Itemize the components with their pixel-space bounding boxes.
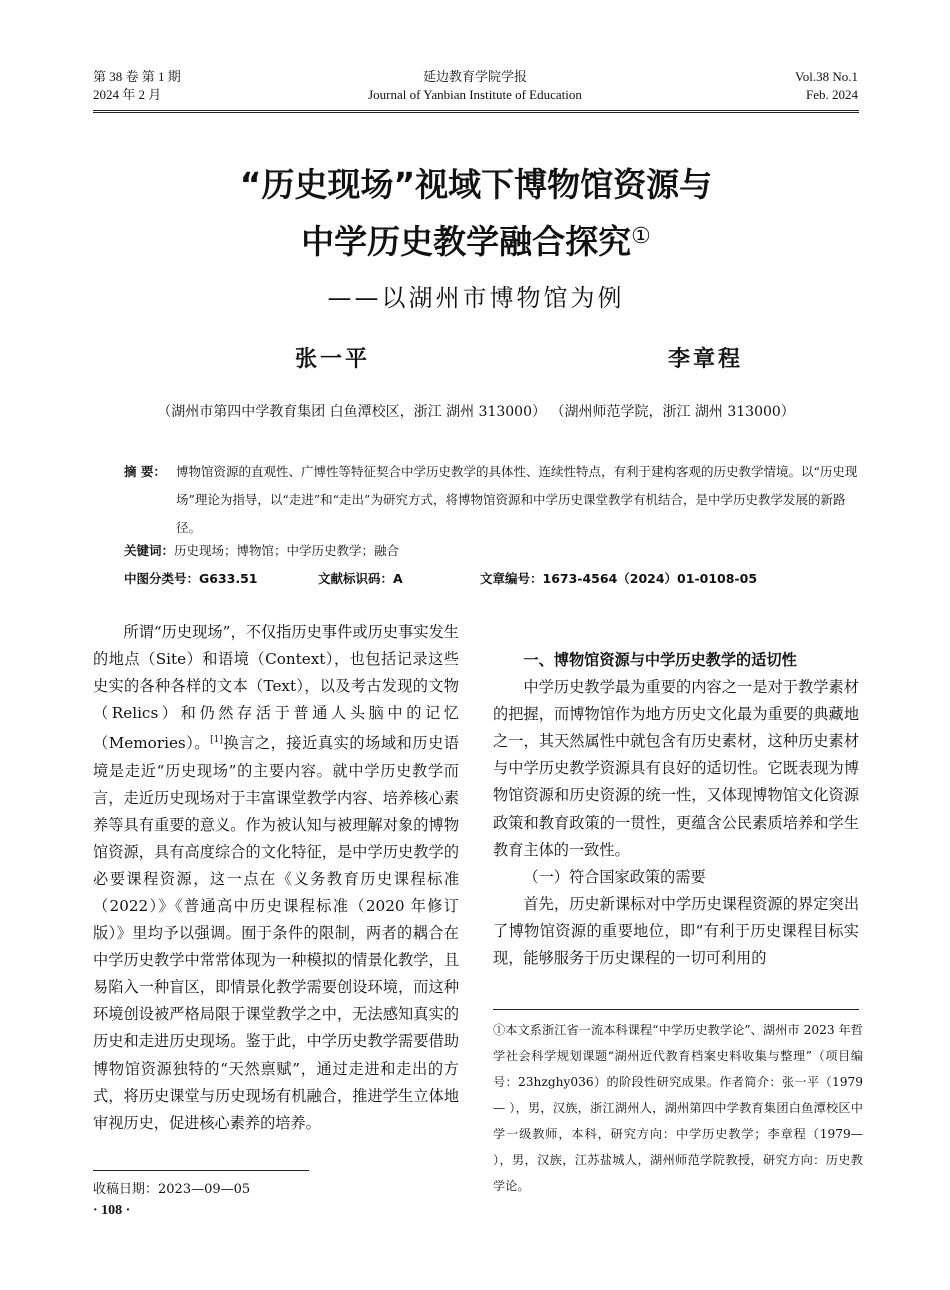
journal-volume-info [93,68,181,104]
journal-name [300,68,650,104]
keywords-text: 历史现场；博物馆；中学历史教学；融合 [174,543,400,558]
volume-issue-en: Vol.38 No.1 [795,69,858,84]
document-code: 文献标识码：A [318,571,403,586]
author-1: 张一平 [295,347,371,372]
citation-ref-1[interactable]: [1] [210,735,223,746]
keywords-label: 关键词： [124,543,175,558]
journal-name-zh: 延边教育学院学报 [422,69,527,84]
received-rule [93,1170,309,1171]
abstract-text: 博物馆资源的直观性、广博性等特征契合中学历史教学的具体性、连续性特点，有利于建构客观的历史教学情境。以“历史现场”理论为指导，以“走进”和“走出”为研究方式，将博物馆资源和中学历史课堂教学有机结合，是中学历史教学发展的新路径。 [176,464,858,535]
subsection1-paragraph: 首先，历史新课标对中学历史课程资源的界定突出了博物馆资源的重要地位，即“有利于历史课程目标实现，能够服务于历史课程的一切可利用的 [493,894,859,968]
paper-subtitle: ——以湖州市博物馆为例 [327,284,625,312]
article-number: 文章编号：1673-4564（2024）01-0108-05 [480,571,758,586]
title-footnote-mark: ① [631,224,651,249]
footnote: ①本文系浙江省一流本科课程“中学历史教学论”、湖州市 2023 年哲学社会科学规划课题“湖州近代教育档案史料收集与整理”（项目编号：23hzghy036）的阶段性研究成果。作者简介：张一平（1979— ），男，汉族，浙江湖州人，湖州第四中学教育集团白鱼潭校区中学一级教师，本科，研究方向：中学历史教学；李章程（1979— ），男，汉族，江苏盐城人，湖州师范学院教授，研究方向：历史教学论。 [493,1023,863,1193]
abstract [124,458,864,535]
paper-title-line2 [93,210,859,269]
received-date: 收稿日期：2023—09—05 [93,1182,251,1197]
abstract-label: 摘 要： [124,464,166,479]
intro-text-b: 换言之，接近真实的场域和历史语境是走近“历史现场”的主要内容。就中学历史教学而言，走近历史现场对于丰富课堂教学内容、培养核心素养等具有重要的意义。作为被认知与被理解对象的博物馆资源，具有高度综合的文化特征，是中学历史教学的必要课程资源，这一点在《义务教育历史课程标准（2022）》《普通高中历史课程标准（2020 年修订版）》里均予以强调。囿于条件的限制，两者的耦合在中学历史教学中常常体现为一种模拟的情景化教学，且易陷入一种盲区，即情景化教学需要创设环境，而这种环境创设被严格局限于课堂教学之中，无法感知真实的历史和走进历史现场。鉴于此，中学历史教学需要借助博物馆资源独特的“天然禀赋”，通过走进和走出的方式，将历史课堂与历史现场有机融合，推进学生立体地审视历史，促进核心素养的培养。 [93,734,459,1132]
body-column-right [493,647,859,972]
page-number: · 108 · [93,1203,131,1218]
paper-title-line1: “历史现场”视域下博物馆资源与 [239,165,713,204]
issue-date-en: Feb. 2024 [806,87,858,102]
paper-title-line2-text: 中学历史教学融合探究 [301,222,632,261]
subsection-heading-1: （一）符合国家政策的需要 [523,867,706,886]
journal-name-en: Journal of Yanbian Institute of Education [368,87,582,102]
intro-text-a: 所谓“历史现场”，不仅指历史事件或历史事实发生的地点（Site）和语境（Context），也包括记录这些史实的各种各样的文本（Text），以及考古发现的文物（Relics）和仍然存活于普通人头脑中的记忆（Memories）。 [93,623,459,753]
issue-date: 2024 年 2 月 [93,87,162,102]
footnote-rule [493,1009,859,1010]
section-heading-1: 一、博物馆资源与中学历史教学的适切性 [523,651,797,669]
classification-number: 中图分类号：G633.51 [124,571,258,586]
affiliations: （湖州市第四中学教育集团 白鱼潭校区，浙江 湖州 313000） （湖州师范学院，浙江 湖州 313000） [157,404,795,420]
body-column-left [93,619,459,1137]
keywords [124,541,399,561]
section1-paragraph: 中学历史教学最为重要的内容之一是对于教学素材的把握，而博物馆作为地方历史文化最为重要的典藏地之一，其天然属性中就包含有历史素材，这种历史素材与中学历史教学资源具有良好的适切性。它既表现为博物馆资源和历史资源的统一性，又体现博物馆文化资源政策和教育政策的一贯性，更蕴含公民素质培养和学生教育主体的一致性。 [493,678,859,859]
author-2: 李章程 [668,347,744,372]
volume-issue: 第 38 卷 第 1 期 [93,69,181,84]
intro-paragraph [93,619,459,1137]
header-rule [93,110,859,111]
journal-volume-en [795,68,858,104]
header-rule-thin [93,112,859,113]
